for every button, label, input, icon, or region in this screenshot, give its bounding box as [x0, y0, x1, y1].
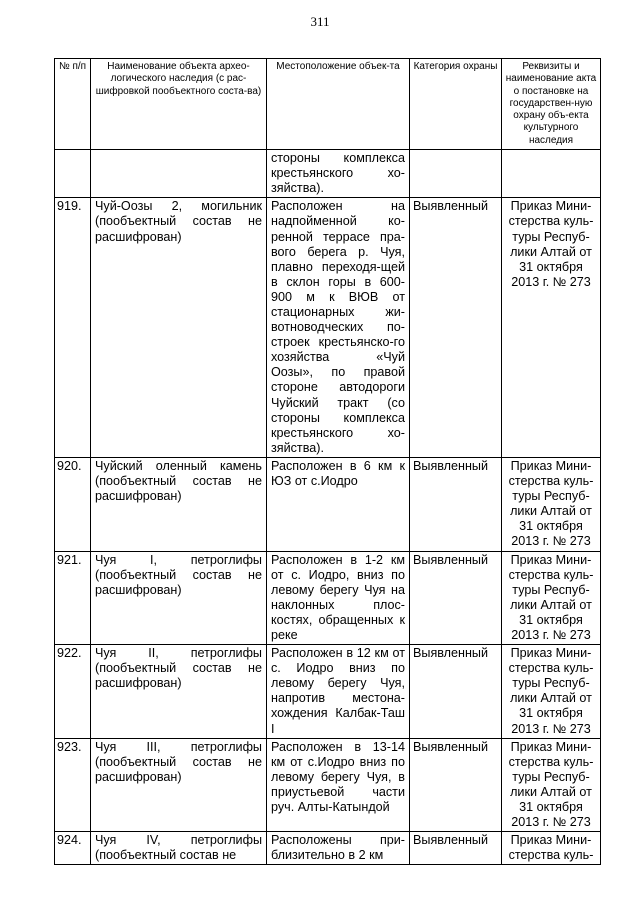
header-row [55, 59, 601, 150]
cell-num: 922. [55, 645, 91, 739]
cell-name: Чуя IV, петроглифы (пообъектный состав не [91, 832, 267, 865]
table-row [55, 457, 601, 551]
cell-num: 923. [55, 738, 91, 832]
cell-requisites: Приказ Мини-стерства куль-туры Респуб-лики Алтай от 31 октября 2013 г. № 273 [502, 457, 601, 551]
cell-category: Выявленный [410, 457, 502, 551]
cell-location: Расположен на надпойменной ко-ренной террасе пра-вого берега р. Чуя, плавно переходя-щей в склон горы в 600-900 м к ВЮВ от стационарных жи-вотноводческих по-строек крестьянско-го хозяйства «Чуй Оозы», по правой стороне автодороги Чуйский тракт (со стороны комплекса крестьянского хо-зяйства). [267, 198, 410, 458]
cell-location: стороны комплекса крестьянского хо-зяйства). [267, 150, 410, 198]
cell-location: Расположены при-близительно в 2 км [267, 832, 410, 865]
cell-num: 919. [55, 198, 91, 458]
cell-name: Чуй-Оозы 2, могильник (пообъектный состав не расшифрован) [91, 198, 267, 458]
cell-requisites: Приказ Мини-стерства куль-туры Респуб-лики Алтай от 31 октября 2013 г. № 273 [502, 198, 601, 458]
cell-num: 921. [55, 551, 91, 645]
header-name: Наименование объекта архео-логического наследия (с рас-шифровкой пообъектного соста-ва) [91, 59, 267, 150]
cell-category: Выявленный [410, 738, 502, 832]
cell-requisites: Приказ Мини-стерства куль-туры Респуб-лики Алтай от 31 октября 2013 г. № 273 [502, 645, 601, 739]
header-location: Местоположение объек-та [267, 59, 410, 150]
cell-name [91, 150, 267, 198]
header-category: Категория охраны [410, 59, 502, 150]
cell-location: Расположен в 12 км от с. Иодро вниз по левому берегу Чуя, напротив местона-хождения Калбак-Таш I [267, 645, 410, 739]
table-row [55, 551, 601, 645]
cell-num [55, 150, 91, 198]
cell-category [410, 150, 502, 198]
page-number: 311 [310, 14, 330, 29]
table-row [55, 738, 601, 832]
cell-name: Чуя II, петроглифы (пообъектный состав не расшифрован) [91, 645, 267, 739]
heritage-table [54, 58, 601, 865]
cell-requisites: Приказ Мини-стерства куль-туры Респуб-лики Алтай от 31 октября 2013 г. № 273 [502, 738, 601, 832]
table-row [55, 198, 601, 458]
cell-name: Чуя III, петроглифы (пообъектный состав не расшифрован) [91, 738, 267, 832]
cell-requisites: Приказ Мини-стерства куль- [502, 832, 601, 865]
cell-requisites: Приказ Мини-стерства куль-туры Респуб-лики Алтай от 31 октября 2013 г. № 273 [502, 551, 601, 645]
cell-category: Выявленный [410, 198, 502, 458]
cell-location: Расположен в 13-14 км от с.Иодро вниз по левому берегу Чуя, в приустьевой части руч. Алты-Катындой [267, 738, 410, 832]
cell-num: 920. [55, 457, 91, 551]
cell-category: Выявленный [410, 551, 502, 645]
header-requisites: Реквизиты и наименование акта о постановке на государствен-ную охрану объ-екта культурного наследия [502, 59, 601, 150]
table-row [55, 645, 601, 739]
cell-category: Выявленный [410, 645, 502, 739]
cell-category: Выявленный [410, 832, 502, 865]
cell-requisites [502, 150, 601, 198]
cell-num: 924. [55, 832, 91, 865]
header-num: № п/п [55, 59, 91, 150]
cell-location: Расположен в 1-2 км от с. Иодро, вниз по левому берегу Чуя на наклонных плос-костях, обращенных к реке [267, 551, 410, 645]
table-row [55, 832, 601, 865]
continuation-row [55, 150, 601, 198]
cell-name: Чуйский оленный камень (пообъектный состав не расшифрован) [91, 457, 267, 551]
cell-location: Расположен в 6 км к ЮЗ от с.Иодро [267, 457, 410, 551]
cell-name: Чуя I, петроглифы (пообъектный состав не расшифрован) [91, 551, 267, 645]
